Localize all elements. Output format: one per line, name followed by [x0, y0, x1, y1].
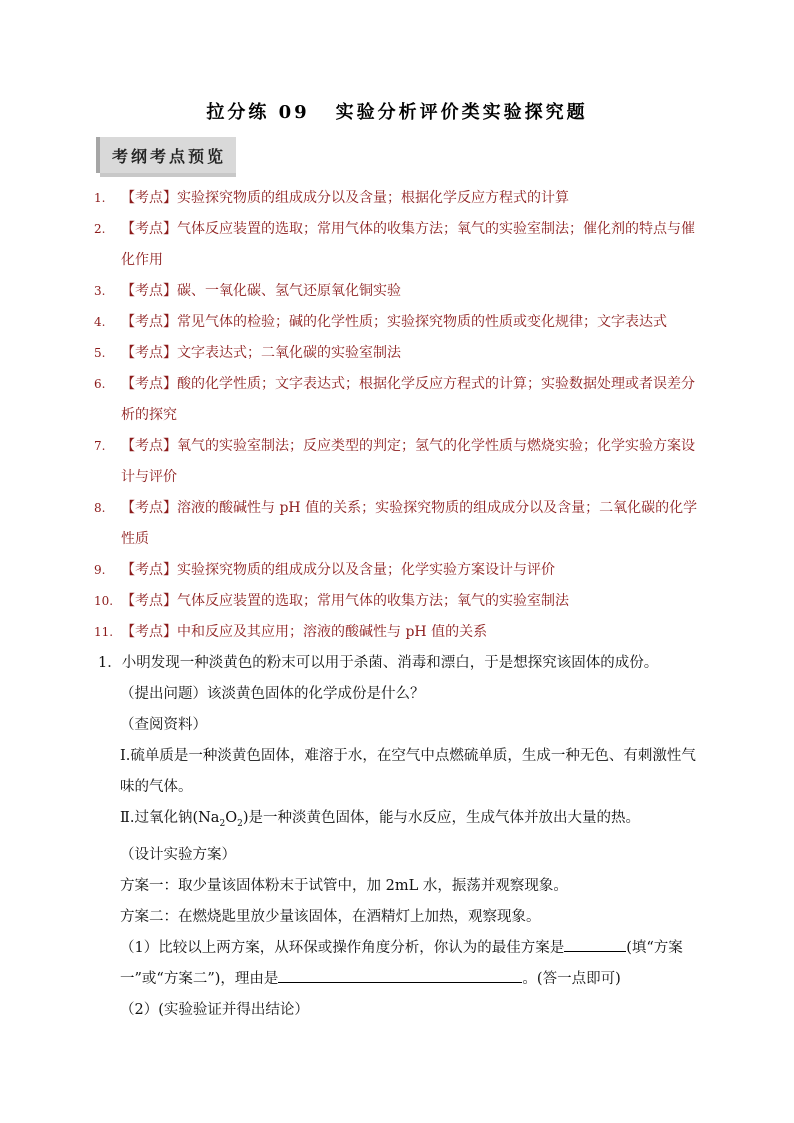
plan-2: 方案二：在燃烧匙里放少量该固体，在酒精灯上加热，观察现象。: [120, 908, 541, 925]
item-text: 【考点】氧气的实验室制法；反应类型的判定；氢气的化学性质与燃烧实验；化学实验方案设计与评价: [121, 438, 695, 485]
item-text: 【考点】中和反应及其应用；溶液的酸碱性与 pH 值的关系: [121, 624, 488, 640]
item-number: 11.: [94, 625, 114, 639]
item-text: 【考点】文字表达式；二氧化碳的实验室制法: [121, 345, 401, 361]
item-number: 4.: [94, 315, 106, 329]
exam-points-list: [94, 183, 700, 648]
item-number: 10.: [94, 594, 114, 608]
list-item: [94, 214, 700, 276]
item-number: 8.: [94, 501, 106, 515]
item-text: 【考点】碳、一氧化碳、氢气还原氧化铜实验: [121, 283, 401, 299]
answer-blank-2[interactable]: [278, 968, 522, 983]
item-text: 【考点】气体反应装置的选取；常用气体的收集方法；氧气的实验室制法: [121, 593, 569, 609]
item-number: 7.: [94, 439, 106, 453]
page-title: [0, 98, 794, 124]
list-item: [94, 586, 700, 617]
title-part-2: 实验分析评价类实验探究题: [335, 102, 588, 123]
list-item: [94, 338, 700, 369]
section-banner: 考纲考点预览: [96, 137, 236, 173]
question-1: [98, 648, 704, 1026]
list-item: [94, 493, 700, 555]
design-heading: （设计实验方案）: [120, 846, 236, 863]
list-item: [94, 617, 700, 648]
sub-question-2: （2）(实验验证并得出结论）: [120, 1001, 309, 1018]
plan-1: 方案一：取少量该固体粉末于试管中，加 2mL 水，振荡并观察现象。: [120, 877, 568, 894]
list-item: [94, 183, 700, 214]
info-2: Ⅱ.过氧化钠$(Na_2O_2)$是一种淡黄色固体，能与水反应，生成气体并放出大量的热。: [120, 810, 640, 829]
list-item: [94, 307, 700, 338]
sub-question-1: （1）比较以上两方案，从环保或操作角度分析，你认为的最佳方案是 (填“方案一”或“方案二”)，理由是 。(答一点即可): [98, 933, 704, 995]
item-text: 【考点】常见气体的检验；碱的化学性质；实验探究物质的性质或变化规律；文字表达式: [121, 314, 667, 330]
list-item: [94, 276, 700, 307]
info-1: Ⅰ.硫单质是一种淡黄色固体，难溶于水，在空气中点燃硫单质，生成一种无色、有刺激性气味的气体。: [120, 748, 696, 795]
item-text: 【考点】实验探究物质的组成成分以及含量；根据化学反应方程式的计算: [121, 190, 569, 206]
list-item: [94, 431, 700, 493]
list-item: [94, 555, 700, 586]
item-text: 【考点】气体反应装置的选取；常用气体的收集方法；氧气的实验室制法；催化剂的特点与催化作用: [121, 221, 695, 268]
item-number: 3.: [94, 284, 106, 298]
item-number: 9.: [94, 563, 106, 577]
item-number: 5.: [94, 346, 106, 360]
lookup-heading: （查阅资料）: [120, 717, 207, 733]
title-part-1: 拉分练 09: [206, 102, 310, 123]
item-number: 1.: [94, 191, 106, 205]
item-text: 【考点】实验探究物质的组成成分以及含量；化学实验方案设计与评价: [121, 562, 555, 578]
item-number: 6.: [94, 377, 106, 391]
item-text: 【考点】酸的化学性质；文字表达式；根据化学反应方程式的计算；实验数据处理或者误差分析的探究: [121, 376, 695, 423]
item-text: 【考点】溶液的酸碱性与 pH 值的关系；实验探究物质的组成成分以及含量；二氧化碳的化学性质: [121, 500, 698, 547]
item-number: 2.: [94, 222, 106, 236]
answer-blank-1[interactable]: [564, 937, 626, 952]
question-intro: 1．小明发现一种淡黄色的粉末可以用于杀菌、消毒和漂白，于是想探究该固体的成份。: [98, 655, 659, 671]
problem-statement: （提出问题）该淡黄色固体的化学成份是什么？: [120, 686, 425, 702]
list-item: [94, 369, 700, 431]
